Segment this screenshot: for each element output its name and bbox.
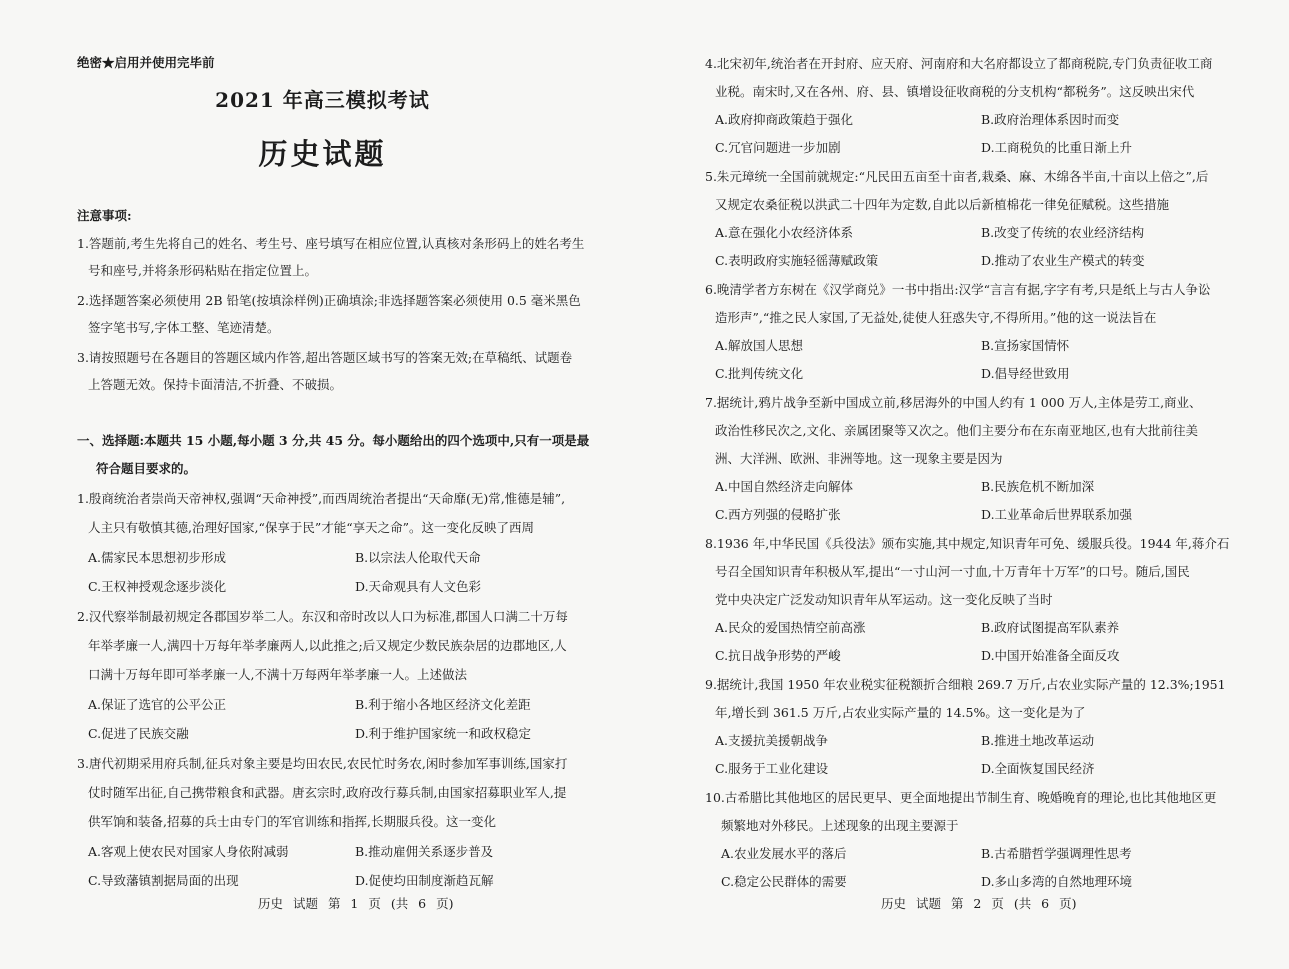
q4-option-a: A.政府抑商政策趋于强化	[715, 112, 854, 127]
q10-option-b: B.古希腊哲学强调理性思考	[981, 846, 1132, 861]
q5-option-d: D.推动了农业生产模式的转变	[981, 253, 1145, 268]
q5-stem: 又规定农桑征税以洪武二十四年为定数,自此以后新植棉花一律免征赋税。这些措施	[715, 197, 1169, 212]
subject-title: 历史试题	[258, 137, 387, 171]
exam-title: 2021 年高三模拟考试	[215, 88, 430, 112]
q7-stem: 洲、大洋洲、欧洲、非洲等地。这一现象主要是因为	[715, 451, 1003, 466]
q2-stem: 2.汉代察举制最初规定各郡国岁举二人。东汉和帝时改以人口为标准,郡国人口满二十万每	[77, 609, 568, 624]
page-footer: 历史 试题 第 1 页 (共 6 页)	[258, 896, 454, 911]
q8-option-a: A.民众的爱国热情空前高涨	[715, 620, 866, 635]
q3-option-a: A.客观上使农民对国家人身依附减弱	[88, 844, 289, 859]
q3-option-c: C.导致藩镇割据局面的出现	[88, 873, 239, 888]
q9-stem: 9.据统计,我国 1950 年农业税实征税额折合细粮 269.7 万斤,占农业实际产量的 12.3%;1951	[705, 677, 1226, 692]
q4-option-d: D.工商税负的比重日渐上升	[981, 140, 1133, 155]
q1-option-b: B.以宗法人伦取代天命	[355, 550, 481, 565]
notice-line: 签字笔书写,字体工整、笔迹清楚。	[88, 320, 280, 335]
q1-stem: 人主只有敬慎其德,治理好国家,“保享于民”才能“享天之命”。这一变化反映了西周	[88, 520, 535, 535]
q6-option-c: C.批判传统文化	[715, 366, 804, 381]
q6-option-b: B.宣扬家国情怀	[981, 338, 1070, 353]
q9-stem: 年,增长到 361.5 万斤,占农业实际产量的 14.5%。这一变化是为了	[715, 705, 1086, 720]
q4-stem: 业税。南宋时,又在各州、府、县、镇增设征收商税的分支机构“都税务”。这反映出宋代	[715, 84, 1195, 99]
q1-option-d: D.天命观具有人文色彩	[355, 579, 482, 594]
q8-option-d: D.中国开始准备全面反攻	[981, 648, 1120, 663]
q5-stem: 5.朱元璋统一全国前就规定:“凡民田五亩至十亩者,栽桑、麻、木绵各半亩,十亩以上倍之”,后	[705, 169, 1209, 184]
q3-stem: 仗时随军出征,自己携带粮食和武器。唐玄宗时,政府改行募兵制,由国家招募职业军人,提	[88, 785, 567, 800]
section-heading: 符合题目要求的。	[96, 461, 197, 476]
q3-stem: 供军饷和装备,招募的兵士由专门的军官训练和指挥,长期服兵役。这一变化	[88, 814, 496, 829]
q4-option-b: B.政府治理体系因时而变	[981, 112, 1120, 127]
q9-option-c: C.服务于工业化建设	[715, 761, 829, 776]
q8-option-c: C.抗日战争形势的严峻	[715, 648, 841, 663]
q10-option-d: D.多山多湾的自然地理环境	[981, 874, 1133, 889]
q7-stem: 7.据统计,鸦片战争至新中国成立前,移居海外的中国人约有 1 000 万人,主体是劳工,商业、	[705, 395, 1202, 410]
notice-line: 2.选择题答案必须使用 2B 铅笔(按填涂样例)正确填涂;非选择题答案必须使用 0.5 毫米黑色	[77, 293, 581, 308]
q9-option-b: B.推进土地改革运动	[981, 733, 1095, 748]
q6-stem: 造形声”,“推之民人家国,了无益处,徒使人狂惑失守,不得所用。”他的这一说法旨在	[715, 310, 1157, 325]
q8-stem: 党中央决定广泛发动知识青年从军运动。这一变化反映了当时	[715, 592, 1053, 607]
q1-option-a: A.儒家民本思想初步形成	[88, 550, 227, 565]
q10-option-c: C.稳定公民群体的需要	[721, 874, 847, 889]
q6-option-a: A.解放国人思想	[715, 338, 804, 353]
secret-mark: 绝密★启用并使用完毕前	[77, 55, 215, 70]
page-footer: 历史 试题 第 2 页 (共 6 页)	[881, 896, 1077, 911]
notice-line: 3.请按照题号在各题目的答题区域内作答,超出答题区域书写的答案无效;在草稿纸、试题卷	[77, 350, 573, 365]
q6-option-d: D.倡导经世致用	[981, 366, 1070, 381]
q10-stem: 频繁地对外移民。上述现象的出现主要源于	[721, 818, 959, 833]
q2-option-c: C.促进了民族交融	[88, 726, 189, 741]
right-page	[645, 0, 1289, 969]
q8-stem: 号召全国知识青年积极从军,提出“一寸山河一寸血,十万青年十万军”的口号。随后,国民	[715, 564, 1190, 579]
q8-stem: 8.1936 年,中华民国《兵役法》颁布实施,其中规定,知识青年可免、缓服兵役。1944 年,蒋介石	[705, 536, 1230, 551]
q7-stem: 政治性移民次之,文化、亲属团聚等又次之。他们主要分布在东南亚地区,也有大批前往美	[715, 423, 1198, 438]
q3-option-d: D.促使均田制度渐趋瓦解	[355, 873, 494, 888]
q7-option-c: C.西方列强的侵略扩张	[715, 507, 841, 522]
notice-line: 号和座号,并将条形码粘贴在指定位置上。	[88, 263, 317, 278]
q9-option-a: A.支援抗美援朝战争	[715, 733, 829, 748]
notice-line: 1.答题前,考生先将自己的姓名、考生号、座号填写在相应位置,认真核对条形码上的姓名考生	[77, 236, 585, 251]
q5-option-b: B.改变了传统的农业经济结构	[981, 225, 1145, 240]
q3-option-b: B.推动雇佣关系逐步普及	[355, 844, 494, 859]
q2-stem: 口满十万每年即可举孝廉一人,不满十万每两年举孝廉一人。上述做法	[88, 667, 467, 682]
q2-option-a: A.保证了选官的公平公正	[88, 697, 227, 712]
q2-option-b: B.利于缩小各地区经济文化差距	[355, 697, 531, 712]
q9-option-d: D.全面恢复国民经济	[981, 761, 1095, 776]
notice-line: 上答题无效。保持卡面清洁,不折叠、不破损。	[88, 377, 342, 392]
section-heading: 一、选择题:本题共 15 小题,每小题 3 分,共 45 分。每小题给出的四个选项中,只有一项是最	[77, 433, 590, 448]
q4-stem: 4.北宋初年,统治者在开封府、应天府、河南府和大名府都设立了都商税院,专门负责征收工商	[705, 56, 1213, 71]
q5-option-a: A.意在强化小农经济体系	[715, 225, 854, 240]
q10-option-a: A.农业发展水平的落后	[721, 846, 847, 861]
q7-option-d: D.工业革命后世界联系加强	[981, 507, 1133, 522]
q6-stem: 6.晚清学者方东树在《汉学商兑》一书中指出:汉学“言言有据,字字有考,只是纸上与古人争讼	[705, 282, 1211, 297]
q3-stem: 3.唐代初期采用府兵制,征兵对象主要是均田农民,农民忙时务农,闲时参加军事训练,国家打	[77, 756, 568, 771]
q1-option-c: C.王权神授观念逐步淡化	[88, 579, 227, 594]
q1-stem: 1.殷商统治者崇尚天帝神权,强调“天命神授”,而西周统治者提出“天命靡(无)常,惟德是辅”,	[77, 491, 566, 506]
q4-option-c: C.冗官问题进一步加剧	[715, 140, 841, 155]
q2-option-d: D.利于维护国家统一和政权稳定	[355, 726, 532, 741]
q8-option-b: B.政府试图提高军队素养	[981, 620, 1120, 635]
q7-option-b: B.民族危机不断加深	[981, 479, 1095, 494]
q7-option-a: A.中国自然经济走向解体	[715, 479, 854, 494]
q2-stem: 年举孝廉一人,满四十万每年举孝廉两人,以此推之;后又规定少数民族杂居的边郡地区,人	[88, 638, 567, 653]
notice-heading: 注意事项:	[77, 208, 132, 223]
q5-option-c: C.表明政府实施轻徭薄赋政策	[715, 253, 879, 268]
q10-stem: 10.古希腊比其他地区的居民更早、更全面地提出节制生育、晚婚晚育的理论,也比其他地区更	[705, 790, 1217, 805]
